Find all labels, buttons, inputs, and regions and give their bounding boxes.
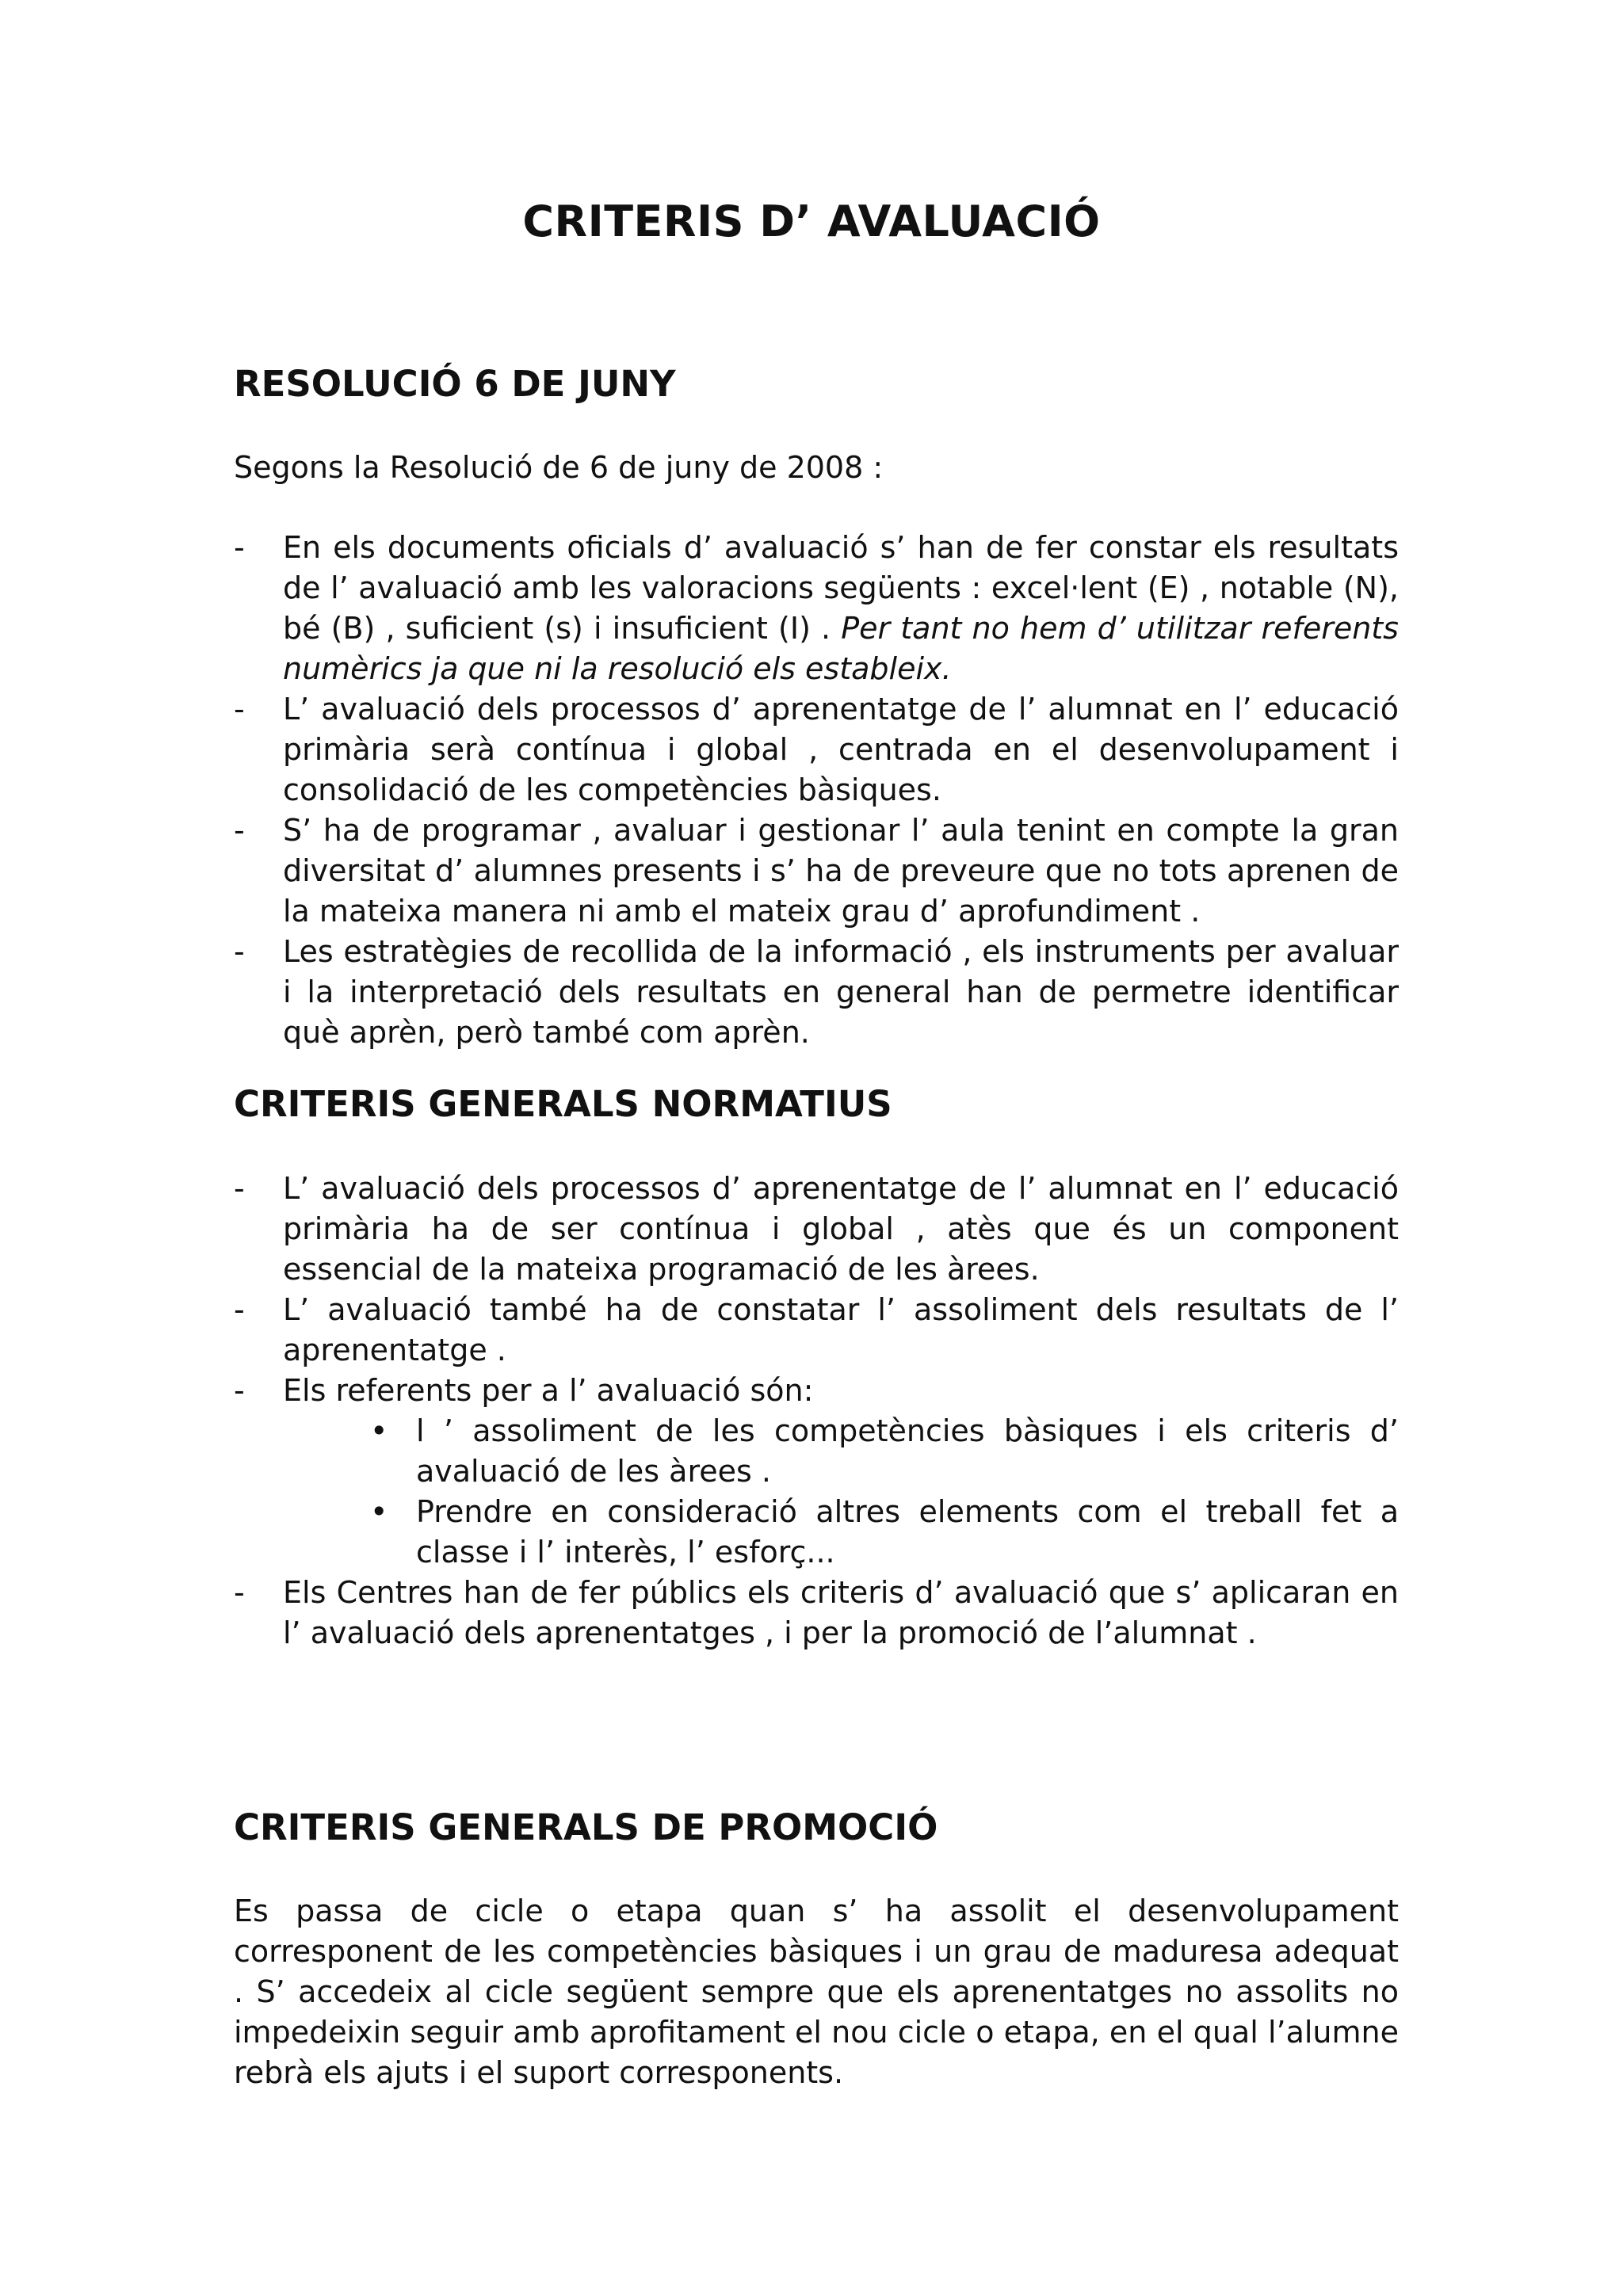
document-title: CRITERIS D’ AVALUACIÓ <box>522 196 1101 246</box>
dash-marker: - <box>234 692 245 727</box>
promocio-paragraph: Es passa de cicle o etapa quan s’ ha assolit el desenvolupament corresponent de les competències bàsiques i un grau de maduresa adequat . S’ accedeix al cicle següent sempre que els aprenentatges no assolits no impedeixin seguir amb aprofitament el nou cicle o etapa, en el qual l’alumne rebrà els ajuts i el suport corresponents. <box>234 1894 1399 2090</box>
list-item-text: L’ avaluació dels processos d’ aprenentatge de l’ alumnat en l’ educació primària ha de ser contínua i global , atès que és un component essencial de la mateixa programació de les àrees. <box>283 1171 1399 1287</box>
dash-marker: - <box>234 813 245 848</box>
dash-marker: - <box>234 934 245 969</box>
resolucio-list <box>234 528 1399 1053</box>
section-heading-resolucio: RESOLUCIÓ 6 DE JUNY <box>234 363 676 405</box>
list-item-italic-note: Per tant no hem d’ utilitzar referents numèrics ja que ni la resolució els estableix. <box>283 611 1399 686</box>
sublist-item <box>283 1492 1399 1573</box>
list-item <box>234 1290 1399 1371</box>
referents-sublist <box>283 1411 1399 1573</box>
section-heading-promocio: CRITERIS GENERALS DE PROMOCIÓ <box>234 1806 938 1848</box>
dash-marker: - <box>234 530 245 565</box>
dash-marker: - <box>234 1373 245 1408</box>
dash-marker: - <box>234 1292 245 1327</box>
list-item <box>234 1371 1399 1573</box>
section-intro: Segons la Resolució de 6 de juny de 2008 : <box>234 450 884 485</box>
sublist-item-text: l ’ assoliment de les competències bàsiques i els criteris d’ avaluació de les àrees . <box>416 1413 1399 1489</box>
list-item <box>234 528 1399 689</box>
list-item-text: Els referents per a l’ avaluació són: <box>283 1373 814 1408</box>
list-item-text: L’ avaluació també ha de constatar l’ assoliment dels resultats de l’ aprenentatge . <box>283 1292 1399 1367</box>
list-item-text: Les estratègies de recollida de la informació , els instruments per avaluar i la interpretació dels resultats en general han de permetre identificar què aprèn, però també com aprèn. <box>283 934 1399 1050</box>
bullet-marker: • <box>370 1413 388 1448</box>
list-item <box>234 1573 1399 1653</box>
list-item-text: L’ avaluació dels processos d’ aprenentatge de l’ alumnat en l’ educació primària serà contínua i global , centrada en el desenvolupament i consolidació de les competències bàsiques. <box>283 692 1399 807</box>
sublist-item <box>283 1411 1399 1492</box>
list-item-text: Els Centres han de fer públics els criteris d’ avaluació que s’ aplicaran en l’ avaluació dels aprenentatges , i per la promoció de l’alumnat . <box>283 1575 1399 1650</box>
list-item <box>234 689 1399 810</box>
dash-marker: - <box>234 1575 245 1610</box>
bullet-marker: • <box>370 1494 388 1529</box>
dash-marker: - <box>234 1171 245 1206</box>
sublist-item-text: Prendre en consideració altres elements com el treball fet a classe i l’ interès, l’ esforç... <box>416 1494 1399 1569</box>
list-item-text: S’ ha de programar , avaluar i gestionar l’ aula tenint en compte la gran diversitat d’ alumnes presents i s’ ha de preveure que no tots aprenen de la mateixa manera ni amb el mateix grau d’ aprofundiment . <box>283 813 1399 929</box>
list-item <box>234 1169 1399 1290</box>
section-heading-normatius: CRITERIS GENERALS NORMATIUS <box>234 1083 892 1125</box>
list-item <box>234 810 1399 932</box>
list-item <box>234 932 1399 1053</box>
list-item-text: En els documents oficials d’ avaluació s’ han de fer constar els resultats de l’ avaluació amb les valoracions següents : excel·lent (E) , notable (N), bé (B) , suficient (s) i insuficient (I) . <box>283 530 1399 646</box>
normatius-list <box>234 1169 1399 1653</box>
